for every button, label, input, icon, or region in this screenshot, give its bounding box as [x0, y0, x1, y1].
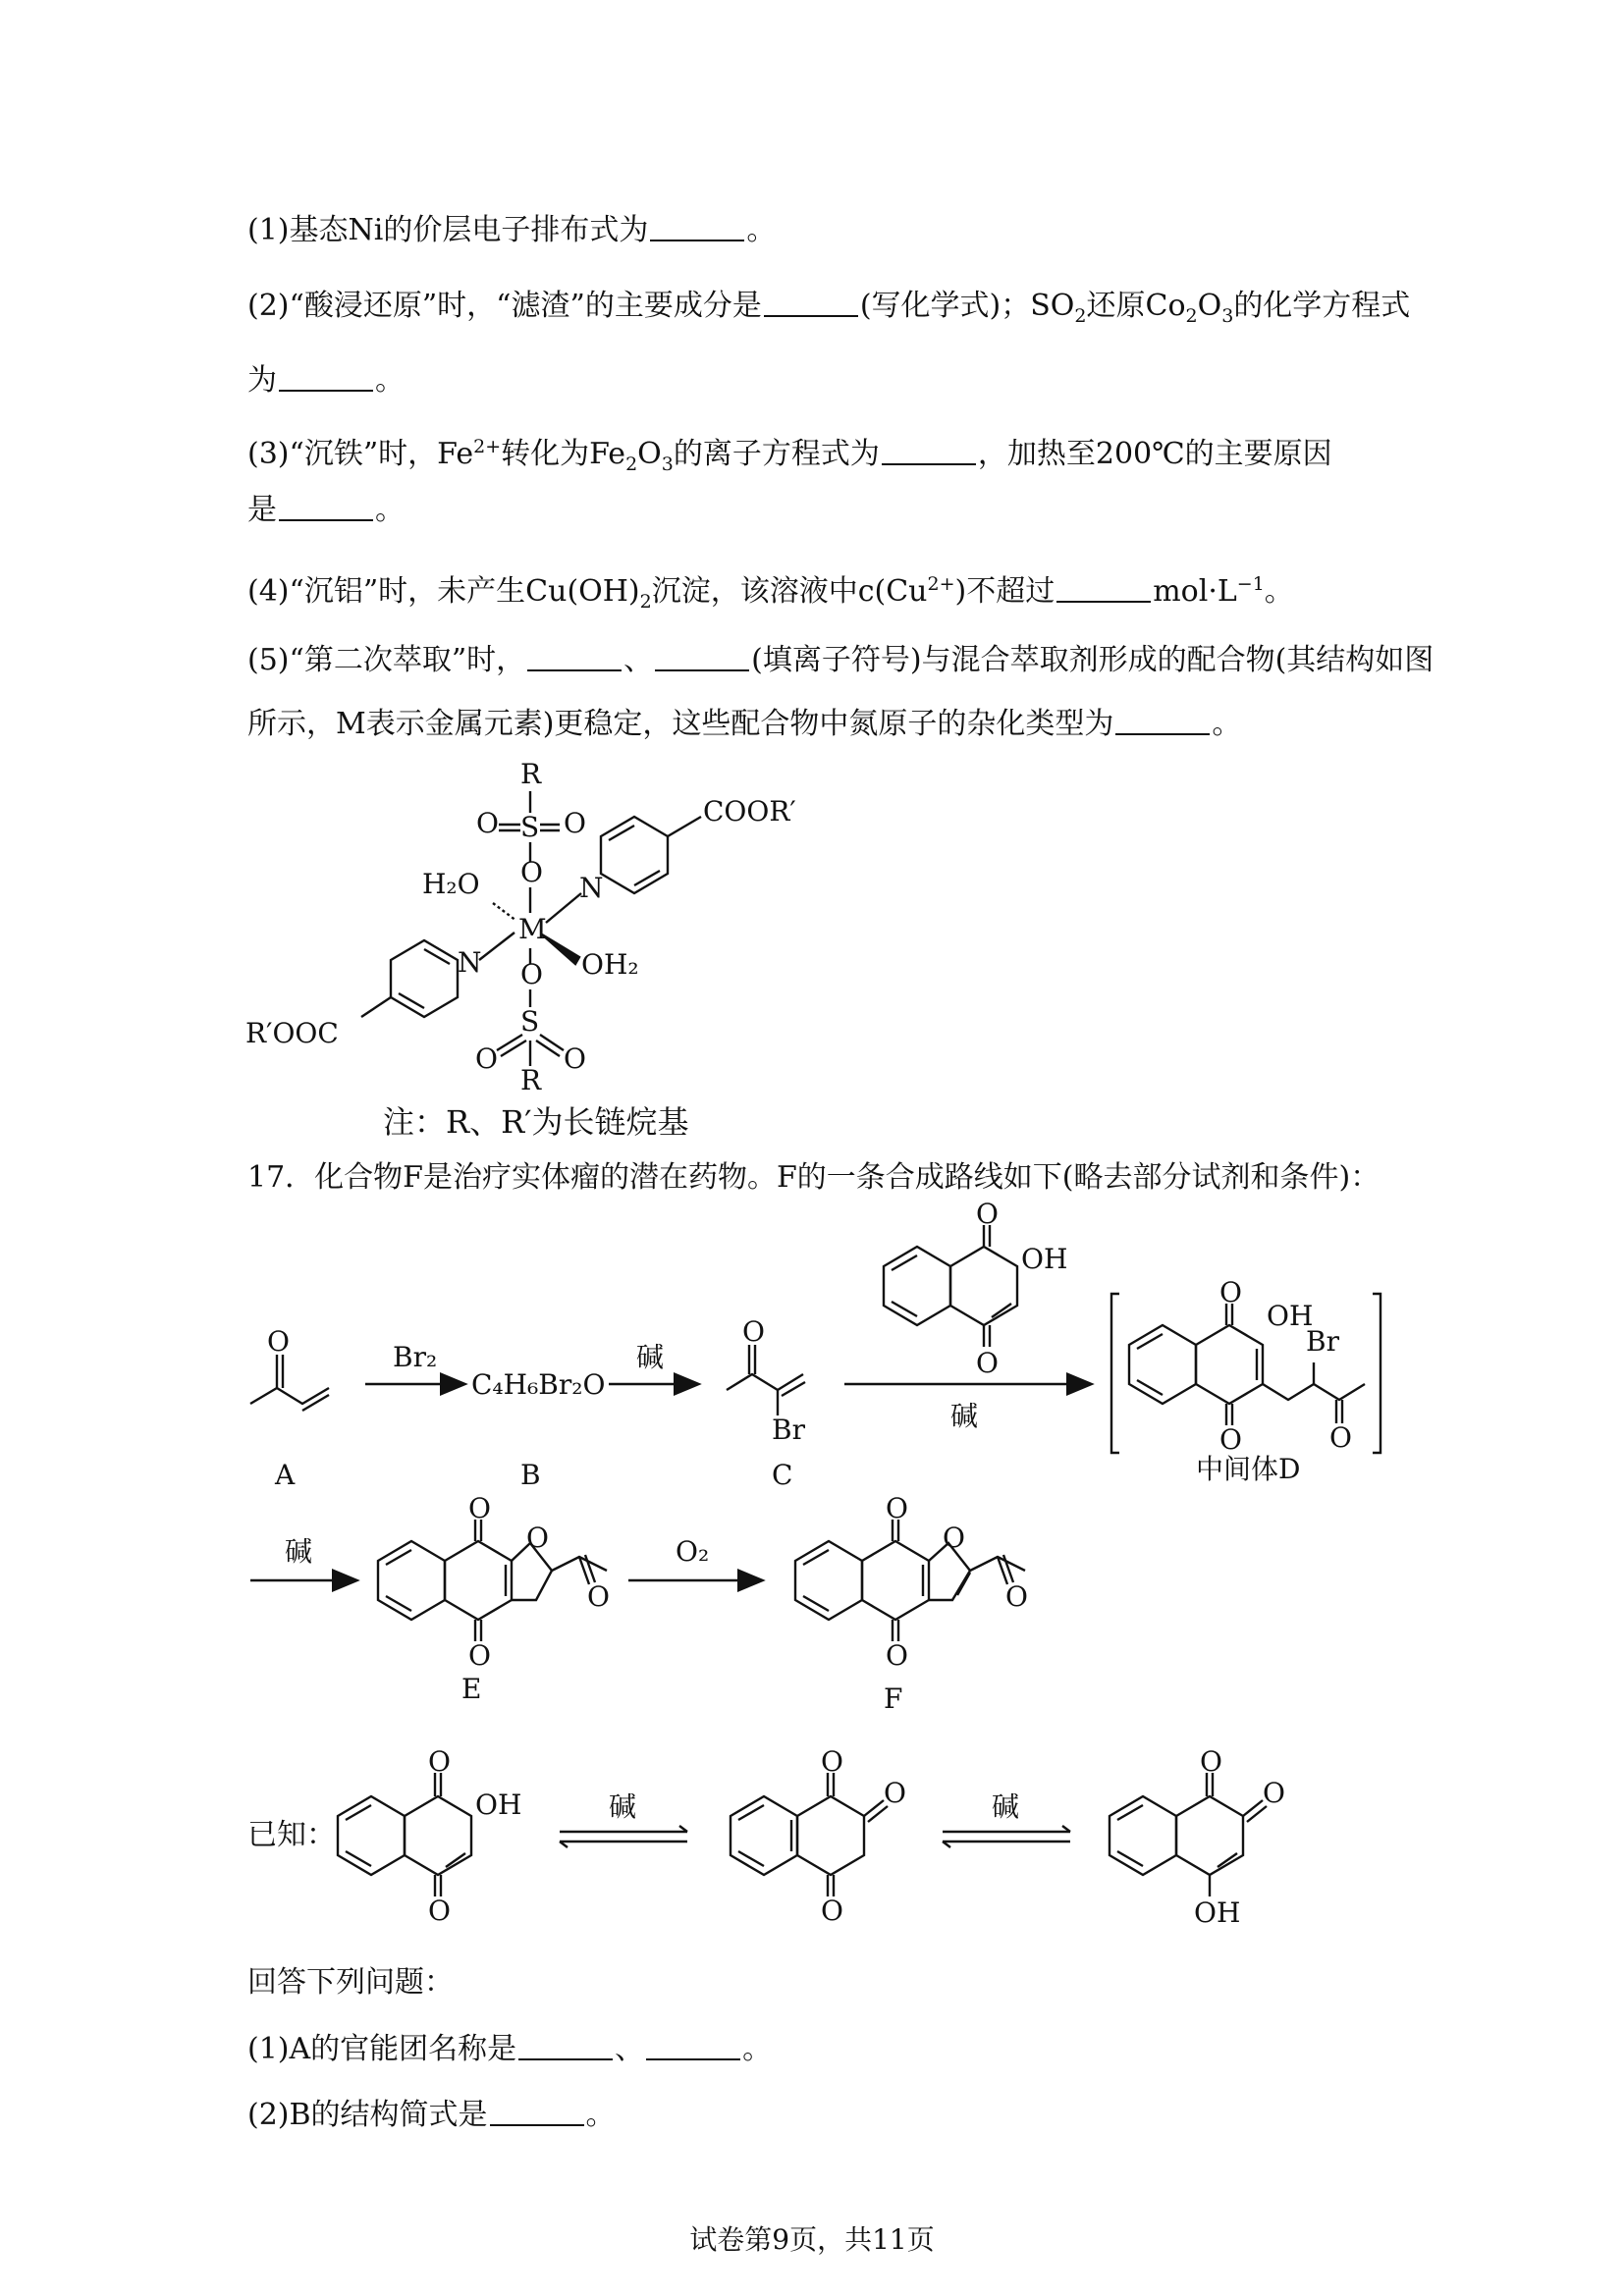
answer-blank[interactable]	[527, 642, 622, 671]
text: 还原Co	[1086, 289, 1186, 323]
text: (4)“沉铝”时，未产生Cu(OH)	[247, 574, 640, 609]
q16-line-5	[247, 491, 405, 530]
synthesis-scheme	[236, 1198, 1414, 1737]
superscript: 2+	[473, 436, 502, 457]
atom-o: O	[742, 1315, 765, 1348]
q17-sub-1	[247, 2030, 772, 2069]
text: (写化学式)；SO	[859, 289, 1075, 323]
q16-line-4	[247, 427, 1332, 484]
answer-blank[interactable]	[646, 2031, 740, 2060]
text: (1)基态Ni的价层电子排布式为	[247, 213, 649, 247]
atom-o: O	[468, 1492, 491, 1524]
answer-blank[interactable]	[490, 2097, 584, 2126]
text: 所示，M表示金属元素)更稳定，这些配合物中氮原子的杂化类型为	[247, 707, 1114, 741]
answer-blank[interactable]	[279, 492, 373, 521]
atom-oh: OH	[475, 1789, 522, 1821]
atom-n: N	[579, 872, 604, 904]
compound-a	[250, 1325, 329, 1411]
atom-o: O	[267, 1325, 290, 1358]
page-footer: 试卷第9页，共11页	[689, 2223, 935, 2256]
atom-o: O	[428, 1745, 451, 1778]
atom-o: O	[1200, 1745, 1222, 1778]
atom-oh: OH	[1194, 1896, 1241, 1929]
compound-e	[378, 1492, 610, 1672]
label-d: 中间体D	[1196, 1453, 1301, 1485]
text: (填离子符号)与混合萃取剂形成的配合物(其结构如图	[751, 643, 1435, 677]
text: 。	[1212, 707, 1242, 741]
subscript: 2	[639, 591, 652, 613]
q16-line-3	[247, 361, 405, 400]
atom-o: O	[564, 1042, 586, 1075]
atom-oh: OH	[1021, 1243, 1068, 1275]
complex-structure-figure	[236, 756, 844, 1168]
atom-o: O	[1329, 1421, 1352, 1454]
text: 的离子方程式为	[673, 437, 880, 471]
atom-o: O	[821, 1745, 843, 1778]
q16-line-7	[247, 641, 1434, 680]
text: 。	[1264, 574, 1294, 609]
atom-o: O	[564, 807, 586, 839]
text: 、	[623, 643, 654, 677]
reagent-o2: O₂	[676, 1535, 710, 1568]
answer-blank[interactable]	[518, 2031, 613, 2060]
text: (5)“第二次萃取”时，	[247, 643, 526, 677]
text: 。	[585, 2098, 616, 2132]
reagent-base: 碱	[992, 1790, 1020, 1823]
q16-line-1	[247, 211, 776, 250]
atom-oh: OH	[1267, 1300, 1314, 1332]
answer-blank[interactable]	[650, 212, 744, 241]
atom-o: O	[520, 856, 543, 888]
label-c: C	[772, 1459, 793, 1491]
atom-o: O	[468, 1639, 491, 1672]
atom-s: S	[520, 1005, 540, 1038]
q17-sub-2	[247, 2096, 616, 2135]
subscript: 3	[661, 454, 674, 475]
ester-group: COOR′	[703, 795, 796, 828]
q17-intro: 17．化合物F是治疗实体瘤的潜在药物。F的一条合成路线如下(略去部分试剂和条件)：	[247, 1160, 1380, 1195]
atom-o: O	[976, 1198, 999, 1230]
answer-blank[interactable]	[655, 642, 749, 671]
text: mol·L	[1153, 574, 1237, 609]
text: (1)A的官能团名称是	[247, 2032, 517, 2066]
atom-o: O	[476, 807, 499, 839]
text: 的化学方程式	[1233, 289, 1411, 323]
atom-o: O	[943, 1522, 965, 1554]
atom-br: Br	[772, 1414, 805, 1446]
q16-line-6	[247, 564, 1294, 621]
figure-note: 注：R、R′为长链烷基	[383, 1103, 689, 1141]
text: 。	[375, 493, 405, 527]
aqua-ligand: H₂O	[422, 868, 480, 900]
label-e: E	[461, 1673, 482, 1705]
atom-o: O	[821, 1895, 843, 1927]
atom-o: O	[526, 1522, 549, 1554]
atom-o: O	[1219, 1276, 1242, 1308]
text: 转化为Fe	[501, 437, 626, 471]
reagent-base: 碱	[950, 1400, 979, 1432]
answer-intro: 回答下列问题：	[247, 1965, 454, 2000]
text: (3)“沉铁”时，Fe	[247, 437, 474, 471]
text: 为	[247, 363, 277, 398]
atom-o: O	[587, 1580, 610, 1613]
label-f: F	[884, 1682, 903, 1715]
atom-br: Br	[1306, 1325, 1339, 1358]
text: (2)“酸浸还原”时，“滤渣”的主要成分是	[247, 289, 762, 323]
text: 沉淀，该溶液中c(Cu	[651, 574, 928, 609]
q16-line-8	[247, 705, 1241, 744]
atom-o: O	[1263, 1777, 1285, 1809]
text: ，加热至200℃的主要原因	[977, 437, 1332, 471]
compound-c	[727, 1315, 806, 1446]
text: O	[637, 437, 662, 471]
atom-o: O	[884, 1777, 906, 1809]
atom-o: O	[976, 1347, 999, 1379]
atom-o: O	[1219, 1423, 1242, 1456]
label-a: A	[275, 1459, 296, 1491]
atom-o: O	[475, 1042, 498, 1075]
answer-blank[interactable]	[764, 288, 858, 317]
atom-m: M	[518, 913, 547, 945]
answer-blank[interactable]	[279, 362, 373, 392]
subscript: 2	[1185, 305, 1198, 327]
q16-line-2	[247, 287, 1410, 336]
superscript: 2+	[927, 573, 955, 595]
text: O	[1197, 289, 1222, 323]
text: 。	[742, 2032, 773, 2066]
atom-o: O	[428, 1895, 451, 1927]
known-label: 已知：	[247, 1818, 336, 1852]
atom-o: O	[1005, 1580, 1028, 1613]
atom-o: O	[886, 1639, 908, 1672]
subscript: 2	[1074, 305, 1087, 327]
text: 。	[375, 363, 405, 398]
subscript: 3	[1221, 305, 1234, 327]
atom-o: O	[886, 1492, 908, 1524]
text: 。	[746, 213, 777, 247]
label-b: B	[520, 1459, 541, 1491]
superscript: −1	[1236, 573, 1265, 595]
reagent-br2: Br₂	[393, 1341, 438, 1373]
answer-blank[interactable]	[1115, 706, 1210, 735]
atom-n: N	[458, 946, 482, 979]
reagent-base: 碱	[609, 1790, 637, 1823]
text: (2)B的结构简式是	[247, 2098, 488, 2132]
subscript: 2	[625, 454, 638, 475]
compound-f	[795, 1492, 1028, 1672]
formula-b: C₄H₆Br₂O	[471, 1368, 606, 1401]
compound-d	[1129, 1276, 1365, 1456]
atom-s: S	[520, 811, 540, 843]
known-equilibrium	[324, 1737, 1384, 1934]
ester-group: R′OOC	[245, 1017, 339, 1049]
aqua-ligand: OH₂	[581, 948, 639, 981]
text: 是	[247, 493, 277, 527]
reagent-lawsone	[884, 1198, 1067, 1379]
atom-r: R	[520, 1064, 542, 1096]
reagent-base: 碱	[285, 1535, 313, 1568]
text: 、	[615, 2032, 645, 2066]
answer-blank[interactable]	[882, 436, 976, 465]
text: )不超过	[954, 574, 1056, 609]
atom-r: R	[520, 758, 542, 790]
answer-blank[interactable]	[1056, 573, 1151, 603]
atom-o: O	[520, 958, 543, 990]
reagent-base: 碱	[636, 1341, 665, 1373]
